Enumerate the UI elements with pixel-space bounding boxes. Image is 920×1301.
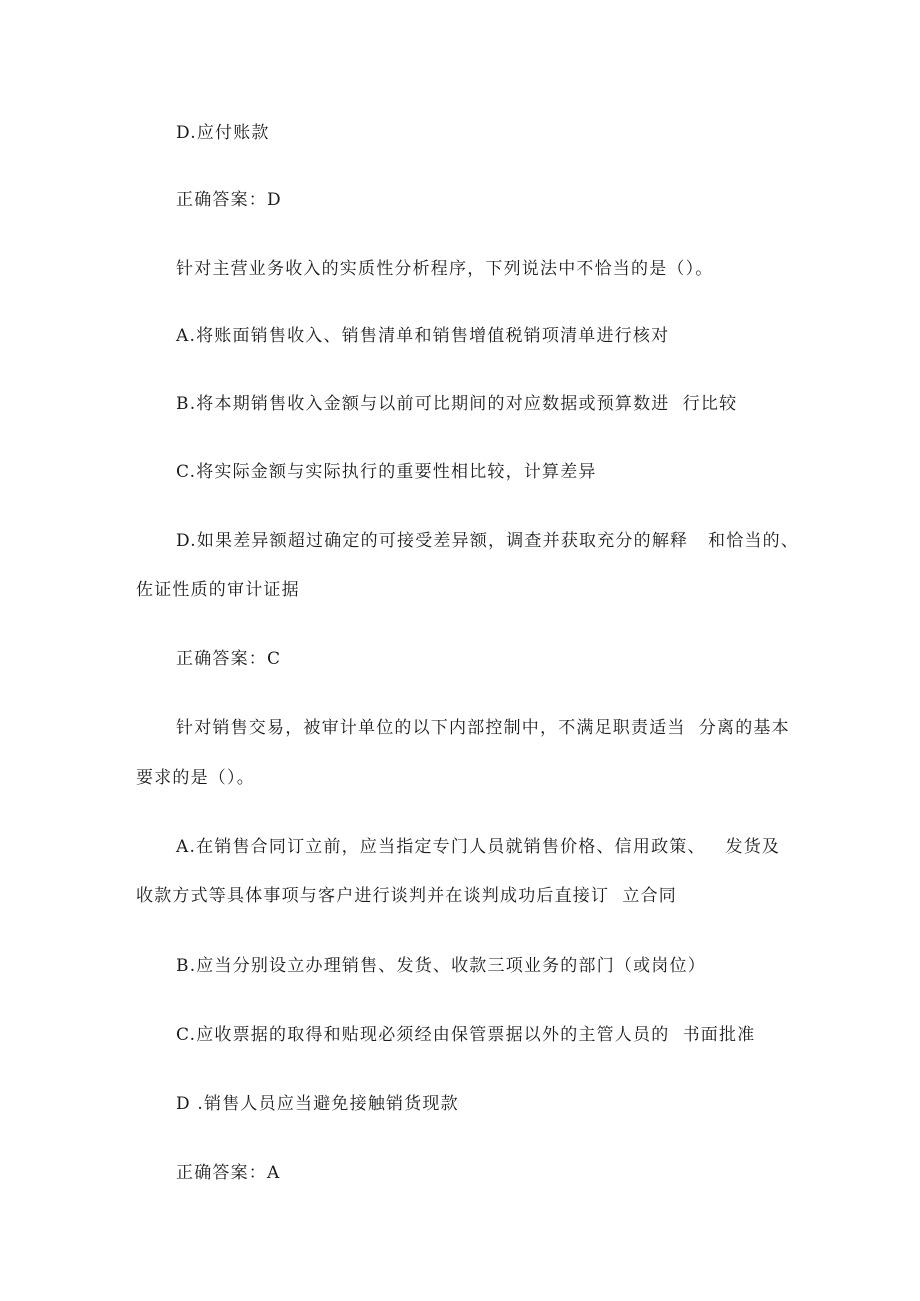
q1-option-b: B.将本期销售收入金额与以前可比期间的对应数据或预算数进 行比较 xyxy=(176,394,738,414)
q1-option-a: A.将账面销售收入、销售清单和销售增值税销项清单进行核对 xyxy=(176,326,670,346)
prev-option-d: D.应付账款 xyxy=(176,123,270,143)
q2-option-a-line2: 收款方式等具体事项与客户进行谈判并在谈判成功后直接订 立合同 xyxy=(136,886,678,906)
prev-answer: 正确答案：D xyxy=(176,190,282,210)
q2-option-d: D .销售人员应当避免接触销货现款 xyxy=(176,1094,459,1114)
q1-answer: 正确答案：C xyxy=(176,649,282,669)
q1-option-c: C.将实际金额与实际执行的重要性相比较，计算差异 xyxy=(176,462,597,482)
q2-stem-line2: 要求的是（）。 xyxy=(136,768,255,788)
q1-option-d-line2: 佐证性质的审计证据 xyxy=(136,580,300,600)
q2-option-b: B.应当分别设立办理销售、发货、收款三项业务的部门（或岗位） xyxy=(176,956,706,976)
q2-stem-line1: 针对销售交易，被审计单位的以下内部控制中，不满足职责适当 分离的基本 xyxy=(176,718,790,738)
q2-option-a-line1: A.在销售合同订立前，应当指定专门人员就销售价格、信用政策、 发货及 xyxy=(176,837,781,857)
q1-option-d-line1: D.如果差异额超过确定的可接受差异额，调查并获取充分的解释 和恰当的、 xyxy=(176,531,800,551)
q1-stem: 针对主营业务收入的实质性分析程序，下列说法中不恰当的是（）。 xyxy=(176,259,714,279)
q2-option-c: C.应收票据的取得和贴现必须经由保管票据以外的主管人员的 书面批准 xyxy=(176,1025,756,1045)
q2-answer: 正确答案：A xyxy=(176,1163,281,1183)
